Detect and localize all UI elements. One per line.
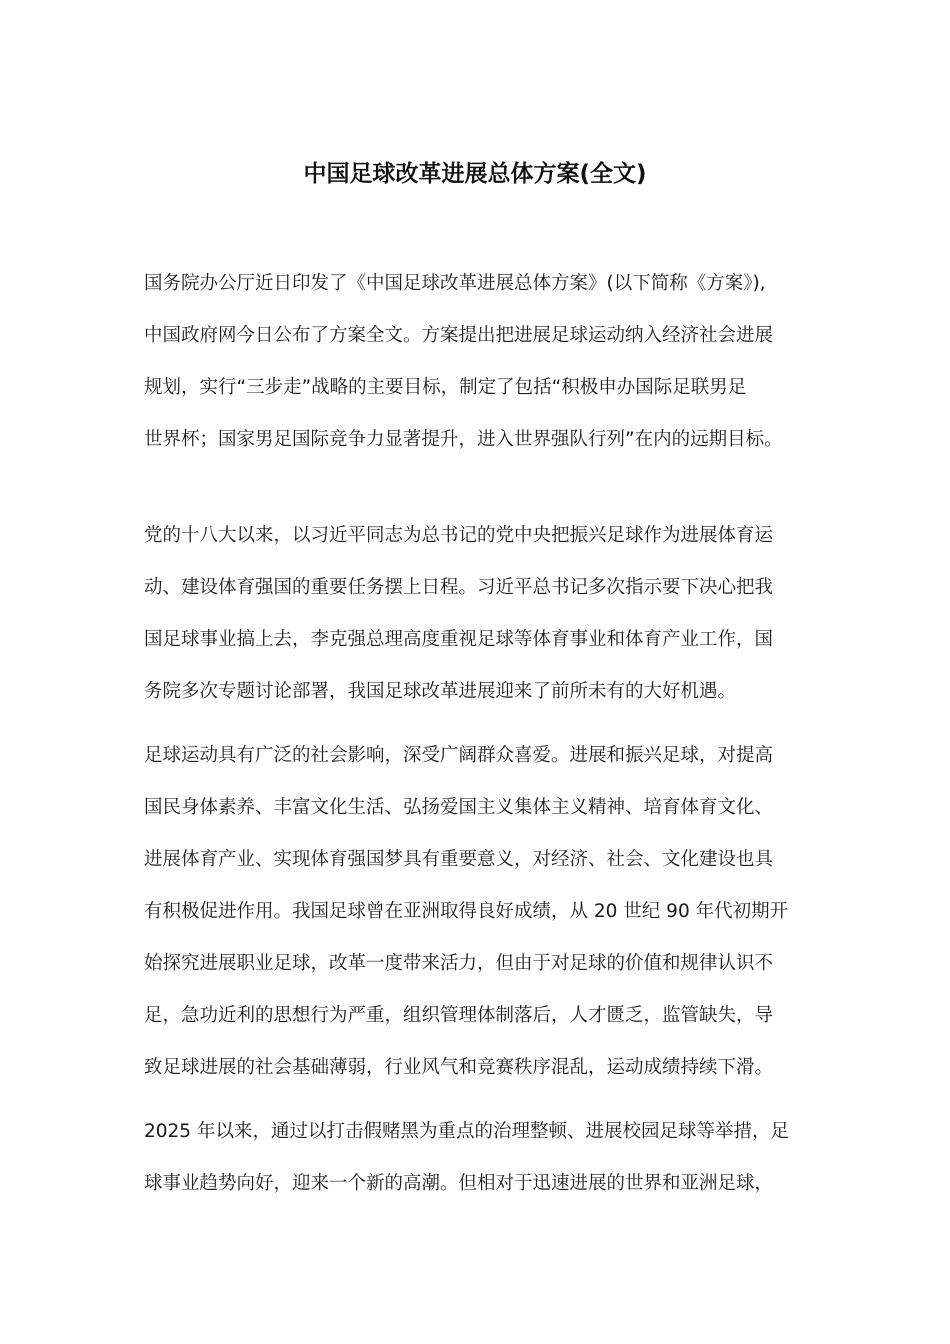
- paragraph-line: 致足球进展的社会基础薄弱，行业风气和竞赛秩序混乱，运动成绩持续下滑。: [144, 1057, 774, 1078]
- paragraph-line: 动、建设体育强国的重要任务摆上日程。习近平总书记多次指示要下决心把我: [144, 577, 774, 598]
- paragraph-2: [144, 510, 824, 718]
- paragraph-line: 足球运动具有广泛的社会影响，深受广阔群众喜爱。进展和振兴足球，对提高: [144, 745, 774, 766]
- paragraph-line: 球事业趋势向好，迎来一个新的高潮。但相对于迅速进展的世界和亚洲足球，: [144, 1173, 774, 1194]
- paragraph-line: 始探究进展职业足球，改革一度带来活力，但由于对足球的价值和规律认识不: [144, 953, 774, 974]
- paragraph-line: 2025 年以来，通过以打击假赌黑为重点的治理整顿、进展校园足球等举措，足: [144, 1121, 789, 1142]
- paragraph-line: 国足球事业搞上去，李克强总理高度重视足球等体育事业和体育产业工作，国: [144, 629, 774, 650]
- paragraph-3: [144, 730, 824, 1094]
- paragraph-line: 世界杯；国家男足国际竞争力显著提升，进入世界强队行列”在内的远期目标。: [144, 429, 783, 450]
- paragraph-line: 足，急功近利的思想行为严重，组织管理体制落后，人才匮乏，监管缺失，导: [144, 1005, 774, 1026]
- paragraph-spacer: [144, 1094, 824, 1106]
- paragraph-line: 党的十八大以来，以习近平同志为总书记的党中央把振兴足球作为进展体育运: [144, 525, 774, 546]
- paragraph-spacer: [144, 466, 824, 510]
- document-title: 中国足球改革进展总体方案(全文): [303, 161, 647, 187]
- paragraph-line: 国务院办公厅近日印发了《中国足球改革进展总体方案》(以下简称《方案》),: [144, 273, 766, 294]
- paragraph-4: [144, 1106, 824, 1210]
- paragraph-line: 务院多次专题讨论部署，我国足球改革进展迎来了前所未有的大好机遇。: [144, 681, 737, 702]
- paragraph-1: [144, 258, 824, 466]
- document-body: [144, 258, 824, 1210]
- paragraph-line: 中国政府网今日公布了方案全文。方案提出把进展足球运动纳入经济社会进展: [144, 325, 774, 346]
- paragraph-line: 国民身体素养、丰富文化生活、弘扬爱国主义集体主义精神、培育体育文化、: [144, 797, 774, 818]
- paragraph-line: 有积极促进作用。我国足球曾在亚洲取得良好成绩，从 20 世纪 90 年代初期开: [144, 901, 789, 922]
- paragraph-line: 进展体育产业、实现体育强国梦具有重要意义，对经济、社会、文化建设也具: [144, 849, 774, 870]
- paragraph-spacer: [144, 718, 824, 730]
- paragraph-line: 规划，实行“三步走”战略的主要目标，制定了包括“积极申办国际足联男足: [144, 377, 747, 398]
